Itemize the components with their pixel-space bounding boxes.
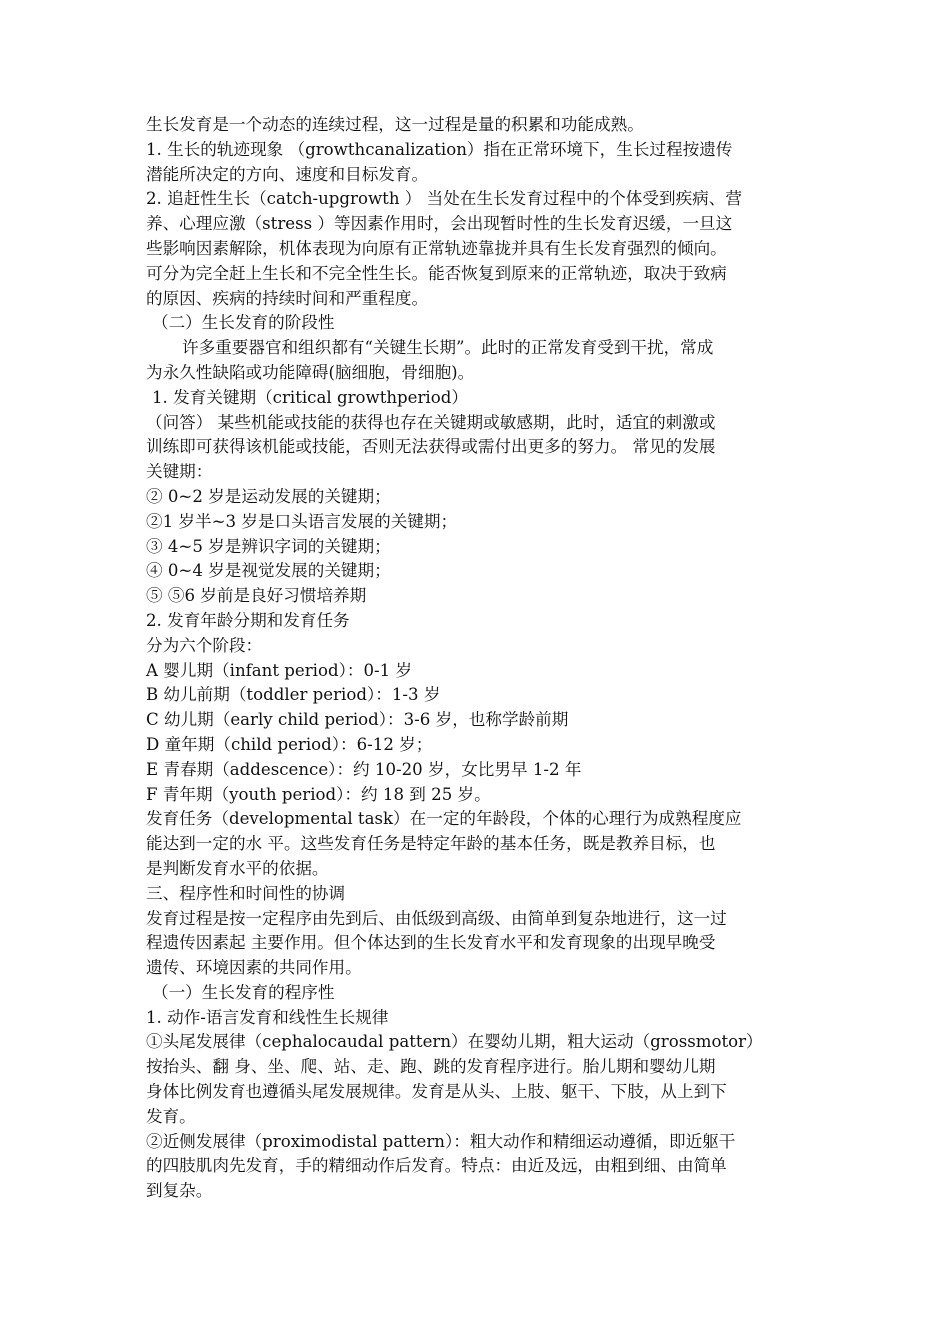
- list-item: F 青年期（youth period）：约 18 到 25 岁。: [146, 784, 491, 804]
- text-line: 能达到一定的水 平。这些发育任务是特定年龄的基本任务，既是教养目标，也: [146, 834, 716, 854]
- list-item: ② 0~2 岁是运动发展的关键期；: [146, 486, 391, 506]
- text-line: 生长发育是一个动态的连续过程，这一过程是量的积累和功能成熟。: [146, 115, 644, 134]
- list-item: A 婴儿期（infant period）：0-1 岁: [146, 660, 413, 680]
- text-line: 分为六个阶段：: [146, 635, 263, 655]
- list-item: ②1 岁半~3 岁是口头语言发展的关键期；: [146, 511, 458, 531]
- section-heading: （一）生长发育的程序性: [152, 982, 335, 1002]
- text-line: 的四肢肌肉先发育，手的精细动作后发育。特点：由近及远，由粗到细、由简单: [146, 1156, 727, 1176]
- text-line: ①头尾发展律（cephalocaudal pattern）在婴幼儿期，粗大运动（grossmotor）: [146, 1032, 763, 1052]
- text-line: 关键期：: [146, 462, 213, 482]
- text-line: 1. 生长的轨迹现象 （growthcanalization）指在正常环境下，生长过程按遗传: [146, 139, 733, 159]
- section-heading: 三、程序性和时间性的协调: [146, 883, 346, 903]
- text-line: ②近侧发展律（proximodistal pattern）：粗大动作和精细运动遵循，即近躯干: [146, 1131, 736, 1151]
- list-item: ③ 4~5 岁是辨识字词的关键期；: [146, 536, 391, 556]
- text-line: 许多重要器官和组织都有“关键生长期”。此时的正常发育受到干扰，常成: [182, 338, 714, 358]
- text-line: 为永久性缺陷或功能障碍(脑细胞，骨细胞)。: [146, 362, 475, 382]
- text-line: 遗传、环境因素的共同作用。: [146, 958, 362, 978]
- list-item: D 童年期（child period）：6-12 岁；: [146, 734, 433, 754]
- list-item: B 幼儿前期（toddler period）：1-3 岁: [146, 685, 441, 705]
- text-line: 可分为完全赶上生长和不完全性生长。能否恢复到原来的正常轨迹，取决于致病: [146, 263, 727, 283]
- subsection-heading: 1. 发育关键期（critical growthperiod）: [152, 387, 468, 407]
- text-line: 到复杂。: [146, 1181, 213, 1201]
- section-heading: （二）生长发育的阶段性: [152, 313, 335, 333]
- text-line: 是判断发育水平的依据。: [146, 858, 329, 878]
- text-line: 潜能所决定的方向、速度和目标发育。: [146, 164, 429, 184]
- text-line: 身体比例发育也遵循头尾发展规律。发育是从头、上肢、躯干、下肢，从上到下: [146, 1082, 727, 1102]
- text-line: 发育。: [146, 1106, 196, 1126]
- text-line: 训练即可获得该机能或技能，否则无法获得或需付出更多的努力。 常见的发展: [146, 437, 716, 457]
- text-line: 2. 追赶性生长（catch-upgrowth ） 当处在生长发育过程中的个体受到疾病、营: [146, 189, 742, 209]
- text-line: 发育过程是按一定程序由先到后、由低级到高级、由简单到复杂地进行，这一过: [146, 908, 727, 928]
- text-line: 程遗传因素起 主要作用。但个体达到的生长发育水平和发育现象的出现早晚受: [146, 933, 716, 953]
- text-line: 的原因、疾病的持续时间和严重程度。: [146, 288, 429, 308]
- list-item: E 青春期（addescence）：约 10-20 岁，女比男早 1-2 年: [146, 759, 582, 779]
- text-line: 发育任务（developmental task）在一定的年龄段，个体的心理行为成熟程度应: [146, 809, 742, 829]
- subsection-heading: 1. 动作-语言发育和线性生长规律: [146, 1007, 389, 1027]
- text-line: （问答） 某些机能或技能的获得也存在关键期或敏感期，此时，适宜的刺激或: [146, 412, 716, 432]
- list-item: ⑤ ⑤6 岁前是良好习惯培养期: [146, 586, 367, 606]
- subsection-heading: 2. 发育年龄分期和发育任务: [146, 610, 350, 630]
- text-line: 养、心理应激（stress ）等因素作用时，会出现暂时性的生长发育迟缓，一旦这: [146, 214, 733, 234]
- text-line: 按抬头、翻 身、坐、爬、站、走、跑、跳的发育程序进行。胎儿期和婴幼儿期: [146, 1057, 716, 1077]
- list-item: C 幼儿期（early child period）：3-6 岁，也称学龄前期: [146, 710, 569, 730]
- text-line: 些影响因素解除，机体表现为向原有正常轨迹靠拢并具有生长发育强烈的倾向。: [146, 238, 727, 258]
- list-item: ④ 0~4 岁是视觉发展的关键期；: [146, 561, 391, 581]
